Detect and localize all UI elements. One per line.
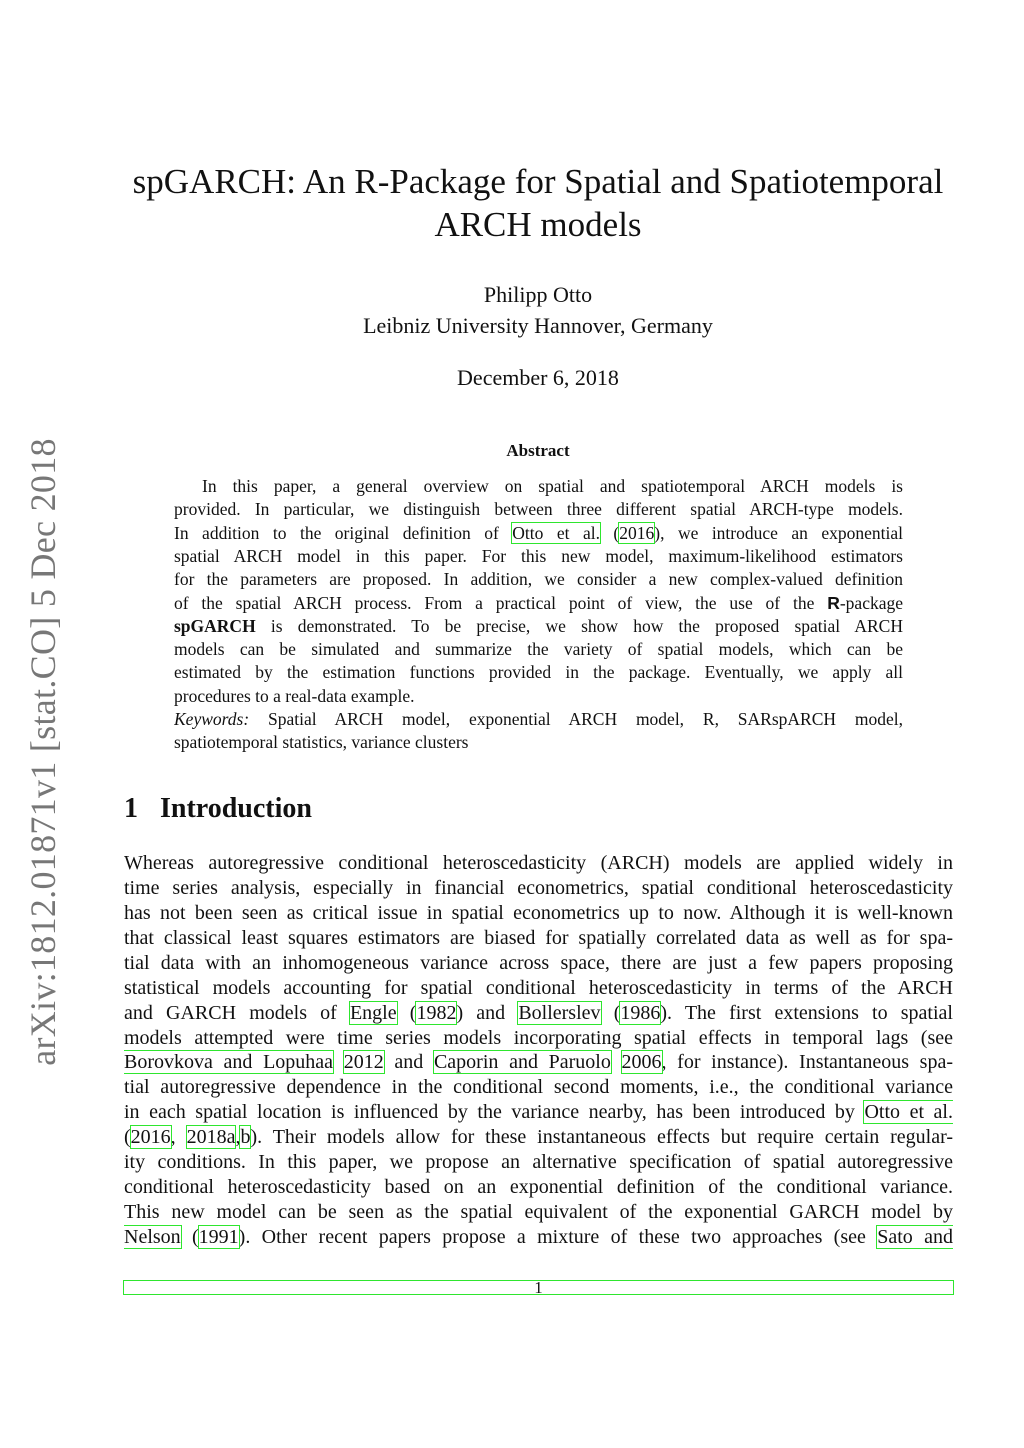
citation-link[interactable]: 1982 bbox=[416, 1001, 457, 1024]
text-line bbox=[174, 522, 903, 546]
text-span: ( bbox=[599, 522, 620, 543]
text-line bbox=[124, 851, 953, 875]
text-span: ). Their models allow for these instantaneous effects but require certain regular- bbox=[250, 1126, 953, 1149]
text-span: In addition to the original definition of bbox=[174, 522, 513, 543]
text-span: estimated by the estimation functions provided in the package. Eventually, we apply all bbox=[174, 662, 903, 683]
text-span: ( bbox=[396, 1001, 417, 1024]
text-line bbox=[174, 708, 903, 732]
section-title: Introduction bbox=[160, 793, 312, 824]
text-span: ). The first extensions to spatial bbox=[660, 1001, 953, 1024]
text-line bbox=[174, 638, 903, 662]
text-line bbox=[124, 876, 953, 900]
text-span: , for instance). Instantaneous spa- bbox=[661, 1051, 953, 1074]
citation-link[interactable]: Otto et al. bbox=[512, 522, 600, 543]
text-line bbox=[174, 498, 903, 522]
text-line bbox=[124, 1125, 953, 1149]
text-line bbox=[174, 615, 903, 639]
text-span: provided. In particular, we distinguish between three different spatial ARCH-type models. bbox=[174, 499, 903, 520]
text-line bbox=[124, 901, 953, 925]
text-line bbox=[174, 475, 903, 499]
paper-title bbox=[0, 160, 1024, 246]
citation-link[interactable]: Otto et al. bbox=[864, 1101, 953, 1124]
text-span: R bbox=[827, 592, 840, 613]
text-span bbox=[611, 1051, 622, 1073]
text-span: and bbox=[383, 1051, 434, 1074]
text-span: ity conditions. In this paper, we propose an alternative specification of spatial autoregressive bbox=[124, 1151, 953, 1174]
text-span bbox=[333, 1051, 344, 1073]
text-span: tial data with an inhomogeneous variance across space, there are just a few papers proposing bbox=[124, 951, 953, 974]
citation-link[interactable]: 2012 bbox=[343, 1051, 384, 1074]
text-span: , bbox=[235, 1126, 241, 1149]
text-span: Spatial ARCH model, exponential ARCH model, R, SARspARCH model, bbox=[249, 709, 903, 729]
text-span: spGARCH bbox=[174, 615, 256, 636]
text-span: has not been seen as critical issue in spatial econometrics up to now. Although it is well-known bbox=[124, 901, 953, 924]
text-span: procedures to a real-data example. bbox=[174, 685, 415, 706]
citation-link[interactable]: Nelson bbox=[124, 1225, 181, 1248]
text-span: -package bbox=[839, 592, 903, 613]
text-line bbox=[174, 731, 903, 755]
text-span: in each spatial location is influenced by the variance nearby, has been introduced by bbox=[124, 1101, 865, 1124]
citation-link[interactable]: Borovkova and Lopuhaa bbox=[124, 1051, 334, 1074]
text-line bbox=[124, 1225, 953, 1249]
title-line-2: ARCH models bbox=[434, 205, 642, 244]
text-line bbox=[124, 1075, 953, 1099]
author-name: Philipp Otto bbox=[483, 282, 593, 307]
citation-link[interactable]: Sato and bbox=[877, 1225, 953, 1248]
text-span: models can be simulated and summarize the variety of spatial models, which can be bbox=[174, 639, 903, 660]
text-span: ( bbox=[124, 1126, 131, 1149]
text-span: ( bbox=[600, 1001, 621, 1024]
citation-link[interactable]: 2016 bbox=[130, 1126, 171, 1149]
text-span: of the spatial ARCH process. From a practical point of view, the use of the bbox=[174, 592, 828, 613]
text-line bbox=[174, 592, 903, 616]
page-number-link[interactable]: 1 bbox=[123, 1280, 954, 1295]
text-span: and GARCH models of bbox=[124, 1001, 350, 1024]
citation-link[interactable]: 2018a bbox=[186, 1126, 236, 1149]
text-span: Whereas autoregressive conditional heteroscedasticity (ARCH) models are applied widely in bbox=[124, 852, 953, 874]
text-span: tial autoregressive dependence in the conditional second moments, i.e., the conditional variance bbox=[124, 1076, 953, 1099]
citation-link[interactable]: 2006 bbox=[621, 1051, 662, 1074]
text-line bbox=[124, 976, 953, 1000]
text-span: ). Other recent papers propose a mixture of these two approaches (see bbox=[238, 1225, 878, 1248]
author-affiliation: Leibniz University Hannover, Germany bbox=[363, 313, 713, 338]
text-line bbox=[124, 1100, 953, 1124]
text-line bbox=[124, 1050, 953, 1074]
text-span: spatiotemporal statistics, variance clusters bbox=[174, 732, 469, 753]
title-line-1: spGARCH: An R-Package for Spatial and Spatiotemporal bbox=[132, 162, 944, 201]
text-line bbox=[124, 951, 953, 975]
text-span: This new model can be seen as the spatial equivalent of the exponential GARCH model by bbox=[124, 1201, 953, 1224]
text-line bbox=[124, 1200, 953, 1224]
text-line bbox=[174, 568, 903, 592]
text-line bbox=[124, 1150, 953, 1174]
text-span: is demonstrated. To be precise, we show how the proposed spatial ARCH bbox=[255, 615, 903, 636]
text-span: models attempted were time series models incorporating spatial effects in temporal lags (see bbox=[124, 1026, 953, 1049]
text-span: conditional heteroscedasticity based on an exponential definition of the conditional variance. bbox=[124, 1176, 953, 1199]
section-number: 1 bbox=[124, 793, 138, 824]
citation-link[interactable]: Bollerslev bbox=[518, 1001, 601, 1024]
text-line bbox=[124, 1026, 953, 1050]
section-heading bbox=[124, 793, 334, 825]
text-span: that classical least squares estimators are biased for spatially correlated data as well as for spa- bbox=[124, 926, 953, 949]
text-span: for the parameters are proposed. In addition, we consider a new complex-valued definition bbox=[174, 569, 903, 590]
text-line bbox=[124, 1001, 953, 1025]
citation-link[interactable]: b bbox=[240, 1126, 251, 1149]
paper-date: December 6, 2018 bbox=[457, 365, 619, 390]
text-span: In this paper, a general overview on spatial and spatiotemporal ARCH models is bbox=[202, 476, 903, 496]
citation-link[interactable]: 1991 bbox=[198, 1225, 239, 1248]
text-span: ) and bbox=[456, 1001, 519, 1024]
text-span: Keywords: bbox=[174, 709, 250, 729]
text-span: , bbox=[170, 1126, 187, 1149]
citation-link[interactable]: 2016 bbox=[619, 522, 655, 543]
arxiv-identifier-stamp: arXiv:1812.01871v1 [stat.CO] 5 Dec 2018 bbox=[23, 438, 63, 1066]
citation-link[interactable]: Caporin and Paruolo bbox=[433, 1051, 611, 1074]
text-span: ), we introduce an exponential bbox=[654, 522, 903, 543]
text-span: ( bbox=[180, 1225, 199, 1248]
text-span: statistical models accounting for spatial conditional heteroscedasticity in terms of the ARCH bbox=[124, 976, 953, 999]
text-line bbox=[174, 661, 903, 685]
text-line bbox=[174, 545, 903, 569]
citation-link[interactable]: 1986 bbox=[620, 1001, 661, 1024]
text-span: spatial ARCH model in this paper. For this new model, maximum-likelihood estimators bbox=[174, 545, 903, 566]
text-line bbox=[124, 1175, 953, 1199]
text-line bbox=[174, 685, 903, 709]
text-line bbox=[124, 926, 953, 950]
citation-link[interactable]: Engle bbox=[349, 1001, 397, 1024]
text-span: time series analysis, especially in financial econometrics, spatial conditional heteroscedasticity bbox=[124, 876, 953, 899]
abstract-heading: Abstract bbox=[506, 441, 570, 460]
